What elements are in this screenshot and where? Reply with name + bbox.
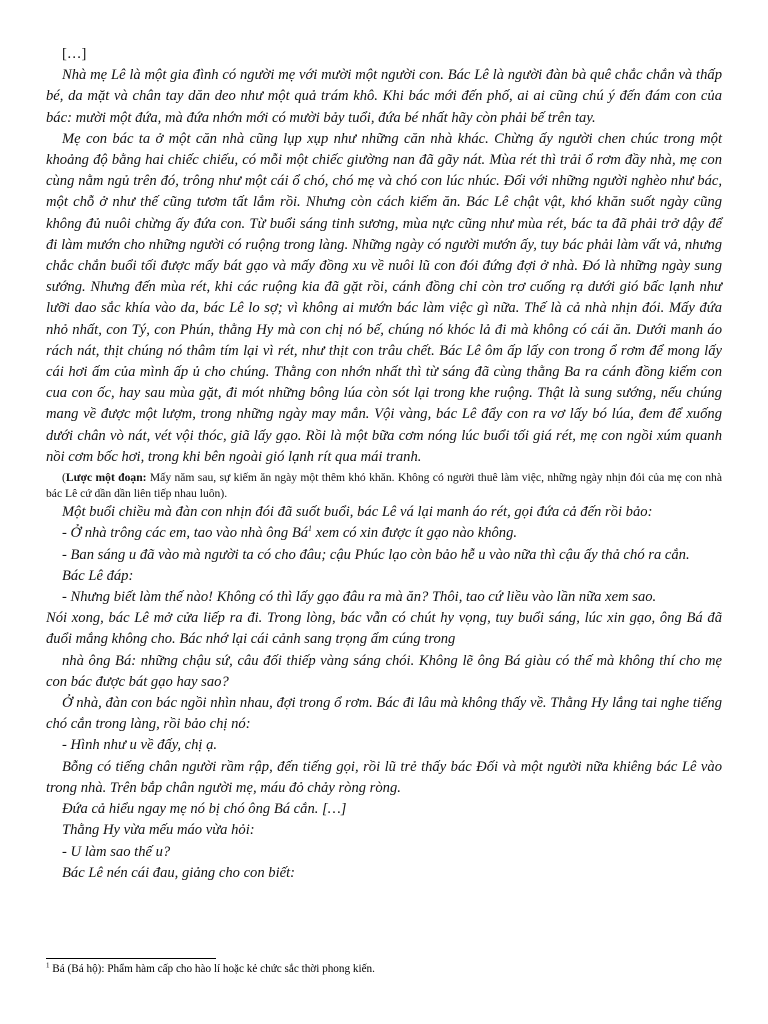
dialogue-line: - U làm sao thế u? (62, 843, 171, 860)
footnote (46, 962, 722, 976)
ellipsis-start: […] (62, 46, 87, 62)
paragraph: Bỗng có tiếng chân người rầm rập, đến tiếng gọi, rồi lũ trẻ thấy bác Đối và một người nữa khiêng bác Lê vào trong nhà. Trên bắp chân người mẹ, máu đỏ chảy ròng ròng. (46, 758, 722, 796)
paragraph: Mẹ con bác ta ở một căn nhà cũng lụp xụp như những căn nhà khác. Chừng ấy người chen chúc trong một khoảng độ bằng hai chiếc chiếu, có mỗi một chiếc giường nan đã gãy nát. Mùa rét thì trải ổ rơm đầy nhà, mẹ con cùng nằm ngủ trên đó, trông như một cái ổ chó, chó mẹ và chó con lúc nhúc. Đối với những người nghèo như bác, một chỗ ở như thế cũng tươm tất lắm rồi. Nhưng còn cách kiếm ăn. Bác Lê chật vật, khó khăn suốt ngày cũng không đủ nuôi chừng ấy đứa con. Từ buổi sáng tinh sương, mùa nực cũng như mùa rét, bác ta đã phải trở dậy để đi làm mướn cho những người có ruộng trong làng. Những ngày có người mướn ấy, tuy bác phải làm vất vả, nhưng chắc chắn buổi tối được mấy bát gạo và mấy đồng xu về nuôi lũ con đói đứng đợi ở nhà. Đó là những ngày sung sướng. Nhưng đến mùa rét, khi các ruộng kia đã gặt rồi, cánh đồng chỉ còn trơ cuống rạ dưới gió bấc lạnh như lưỡi dao sắc khía vào da, bác Lê lo sợ; vì không ai mướn bác làm việc gì nữa. Thế là cả nhà nhịn đói. Mấy đứa nhỏ nhất, con Tý, con Phún, thằng Hy mà con chị nó bế, chúng nó khóc lả đi mà không có cái ăn. Dưới manh áo rách nát, thịt chúng nó thâm tím lại vì rét, như thịt con trâu chết. Bác Lê ôm ấp lấy con trong ổ rơm để mong lấy cái hơi ấm của mình ấp ủ cho chúng. Thằng con nhớn nhất thì từ sáng đã cùng thằng Ba ra cánh đồng kiếm con cua con ốc, hay sau mùa gặt, đi mót những bông lúa còn sót lại trong khe ruộng. Thật là sung sướng, nếu chúng mang về được một lượm, trong những ngày may mắn. Vội vàng, bác Lê đẩy con ra vơ lấy bó lúa, đem để xuống dưới chân vò nát, vét vội thóc, giã lấy gạo. Rồi là một bữa cơm nóng lúc buổi tối giá rét, mẹ con ngồi xúm quanh nồi cơm bốc hơi, trong khi bên ngoài gió lạnh rít qua mái tranh. (46, 130, 722, 465)
dialogue-line: - Hình như u về đấy, chị ạ. (62, 737, 218, 754)
paragraph: Bác Lê đáp: (62, 567, 134, 584)
paragraph: nhà ông Bá: những chậu sứ, câu đối thiếp vàng sáng chói. Không lẽ ông Bá giàu có thế mà không thí cho mẹ con bác được bát gạo hay sao? (46, 652, 722, 690)
dialogue-line: - Ban sáng u đã vào mà người ta có cho đâu; cậu Phúc lạo còn bảo hễ u vào nữa thì cậu ấy thả chó ra cắn. (62, 546, 690, 563)
paragraph: Một buổi chiều mà đàn con nhịn đói đã suốt buổi, bác Lê vá lại manh áo rét, gọi đứa cả đến rồi bảo: (62, 504, 653, 521)
footnote-reference[interactable]: 1 (308, 524, 313, 534)
story-body (46, 44, 722, 884)
dialogue-line: - Nhưng biết làm thế nào! Không có thì lấy gạo đâu ra mà ăn? Thôi, tao cứ liều vào lần nữa xem sao. (62, 589, 657, 606)
paragraph: Bác Lê nén cái đau, giảng cho con biết: (62, 864, 296, 881)
footnote-divider (46, 958, 216, 959)
paragraph: Nhà mẹ Lê là một gia đình có người mẹ với mười một người con. Bác Lê là người đàn bà quê chắc chắn và thấp bé, da mặt và chân tay dăn deo như một quả trám khô. Khi bác mới đến phố, ai ai cũng chú ý đến đám con của bác: mười một đứa, mà đứa nhớn mới có mười bảy tuổi, đứa bé nhất hãy còn phải bế trên tay. (46, 67, 722, 126)
summary-note: (Lược một đoạn: Mấy năm sau, sự kiếm ăn ngày một thêm khó khăn. Không có người thuê làm việc, những ngày nhịn đói của mẹ con nhà bác Lê cứ dần dần liên tiếp nhau luôn). (46, 471, 722, 500)
paragraph: Đứa cả hiểu ngay mẹ nó bị chó ông Bá cắn. […] (62, 801, 347, 818)
dialogue-line: - Ở nhà trông các em, tao vào nhà ông $Bá^1$ xem có xin được ít gạo nào không. (62, 524, 518, 542)
summary-label: Lược một đoạn: (65, 471, 147, 485)
paragraph: Thằng Hy vừa mếu máo vừa hỏi: (62, 822, 255, 839)
footnote-text: Bá (Bá hộ): Phẩm hàm cấp cho hào lí hoặc kẻ chức sắc thời phong kiến. (49, 963, 375, 975)
footnote-number: 1 (46, 961, 50, 970)
paragraph: Ở nhà, đàn con bác ngồi nhìn nhau, đợi trong ổ rơm. Bác đi lâu mà không thấy về. Thằng Hy lắng tai nghe tiếng chó cắn trong làng, rồi bảo chị nó: (46, 695, 722, 733)
summary-text: Mấy năm sau, sự kiếm ăn ngày một thêm khó khăn. Không có người thuê làm việc, những ngày nhịn đói của mẹ con nhà bác Lê cứ dần dần liên tiếp nhau luôn). (46, 471, 722, 500)
paragraph: Nói xong, bác Lê mở cửa liếp ra đi. Trong lòng, bác vẫn có chút hy vọng, tuy buổi sáng, lúc xin gạo, ông Bá đã đuổi mắng không cho. Bác nhớ lại cái cảnh sang trọng ấm cúng trong (46, 610, 722, 648)
